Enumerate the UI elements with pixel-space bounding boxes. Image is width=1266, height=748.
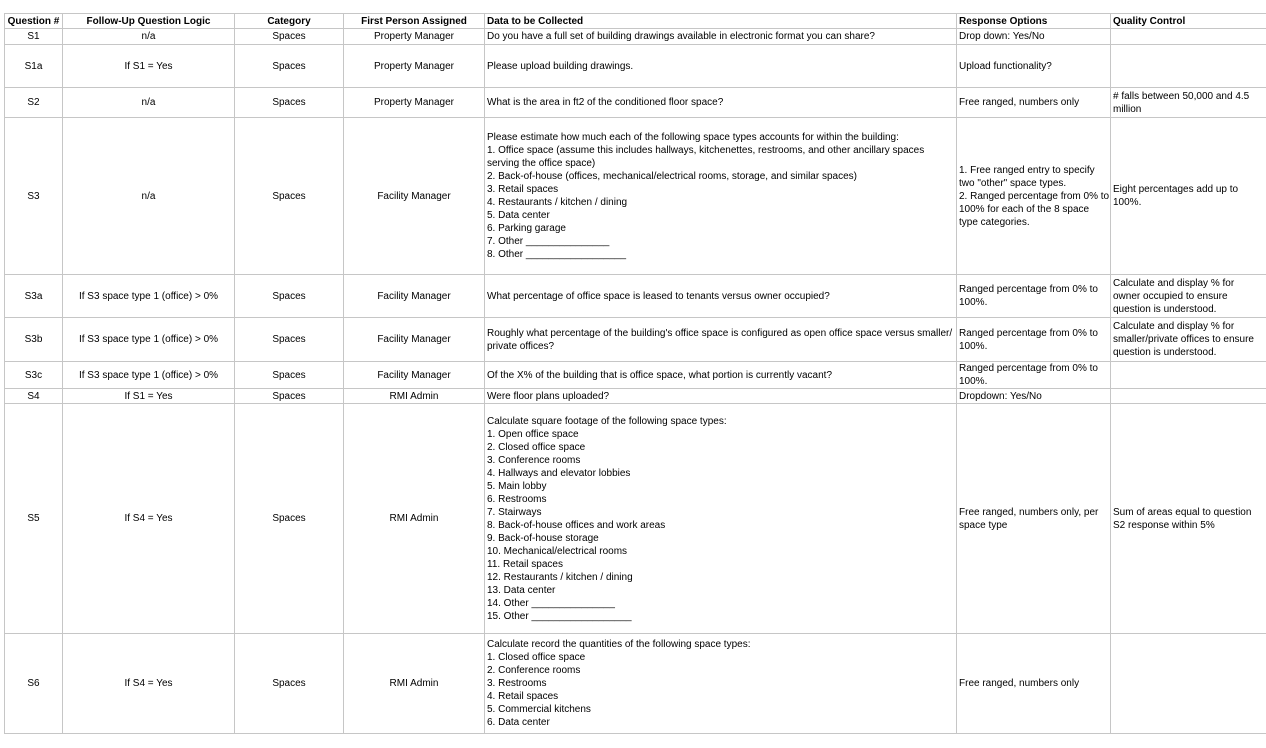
- response-options-cell-line: 100%.: [959, 297, 988, 308]
- quality-control-cell: [1111, 88, 1266, 118]
- person-assigned-cell: Facility Manager: [344, 318, 485, 362]
- data-collected-cell-line: 3. Conference rooms: [487, 454, 581, 466]
- table-row: [5, 404, 1266, 634]
- category-cell: Spaces: [235, 45, 344, 88]
- data-collected-cell-line: serving the office space): [487, 158, 596, 169]
- quality-control-cell: [1111, 45, 1266, 88]
- category-cell: Spaces: [235, 389, 344, 404]
- person-assigned-cell: RMI Admin: [344, 404, 485, 634]
- data-collected-cell-line: 15. Other __________________: [487, 610, 632, 622]
- quality-control-cell-line: Calculate and display % for: [1113, 277, 1235, 289]
- header-response: Response Options: [957, 14, 1111, 29]
- followup-logic-cell: If S3 space type 1 (office) > 0%: [63, 362, 235, 389]
- quality-control-cell-line: # falls between 50,000 and 4.5: [1113, 90, 1250, 102]
- category-cell: Spaces: [235, 118, 344, 275]
- question-number-cell: S5: [5, 404, 63, 634]
- person-assigned-cell: RMI Admin: [344, 389, 485, 404]
- category-cell: Spaces: [235, 88, 344, 118]
- data-collected-cell-line: What percentage of office space is leased to tenants versus owner occupied?: [487, 290, 830, 302]
- response-options-cell-line: two "other" space types.: [959, 177, 1067, 189]
- data-collected-cell-line: 4. Restaurants / kitchen / dining: [487, 197, 628, 208]
- followup-logic-cell: If S4 = Yes: [63, 634, 235, 734]
- question-number-cell: S1: [5, 29, 63, 45]
- response-options-cell-line: space type: [959, 519, 1008, 531]
- header-data: Data to be Collected: [485, 14, 957, 29]
- question-number-cell: S3c: [5, 362, 63, 389]
- person-assigned-cell: Property Manager: [344, 29, 485, 45]
- person-assigned-cell: Property Manager: [344, 45, 485, 88]
- data-collected-cell-line: 13. Data center: [487, 584, 556, 596]
- data-collected-cell-line: 5. Data center: [487, 210, 550, 221]
- table-row: [5, 634, 1266, 734]
- response-options-cell: [957, 29, 1111, 45]
- question-number-cell: S3b: [5, 318, 63, 362]
- response-options-cell-line: Free ranged, numbers only: [959, 678, 1080, 689]
- followup-logic-cell: n/a: [63, 88, 235, 118]
- response-options-cell-line: 100%.: [959, 376, 988, 387]
- person-assigned-cell: Facility Manager: [344, 118, 485, 275]
- data-collected-cell-line: 6. Restrooms: [487, 493, 547, 505]
- category-cell: Spaces: [235, 634, 344, 734]
- data-collected-cell-line: 1. Closed office space: [487, 652, 586, 663]
- data-collected-cell-line: Calculate square footage of the following space types:: [487, 415, 727, 427]
- followup-logic-cell: n/a: [63, 118, 235, 275]
- table-row: [5, 29, 1266, 45]
- question-number-cell: S3: [5, 118, 63, 275]
- table-row: [5, 362, 1266, 389]
- data-collected-cell-line: Please upload building drawings.: [487, 60, 634, 72]
- response-options-cell: [957, 389, 1111, 404]
- data-collected-cell-line: 9. Back-of-house storage: [487, 532, 599, 544]
- response-options-cell-line: Drop down: Yes/No: [959, 31, 1045, 42]
- quality-control-cell-line: smaller/private offices to ensure: [1113, 334, 1254, 345]
- response-options-cell-line: Dropdown: Yes/No: [959, 390, 1042, 402]
- data-collected-cell: [485, 362, 957, 389]
- quality-control-cell-line: owner occupied to ensure: [1113, 290, 1228, 302]
- quality-control-cell-line: question is understood.: [1113, 347, 1217, 358]
- header-followup: Follow-Up Question Logic: [63, 14, 235, 29]
- data-collected-cell-line: 12. Restaurants / kitchen / dining: [487, 571, 633, 583]
- person-assigned-cell: RMI Admin: [344, 634, 485, 734]
- data-collected-cell: [485, 118, 957, 275]
- table-row: [5, 275, 1266, 318]
- response-options-cell-line: Ranged percentage from 0% to: [959, 284, 1098, 295]
- response-options-cell-line: 1. Free ranged entry to specify: [959, 164, 1095, 176]
- data-collected-cell-line: 3. Retail spaces: [487, 184, 559, 195]
- question-number-cell: S4: [5, 389, 63, 404]
- response-options-cell-line: Free ranged, numbers only: [959, 97, 1080, 108]
- data-collected-cell-line: 11. Retail spaces: [487, 558, 563, 570]
- data-collected-cell-line: 1. Open office space: [487, 428, 579, 440]
- data-collected-cell-line: Do you have a full set of building drawings available in electronic format you can share?: [487, 31, 875, 42]
- response-options-cell-line: Ranged percentage from 0% to: [959, 327, 1098, 339]
- quality-control-cell-line: Calculate and display % for: [1113, 321, 1235, 332]
- data-collected-cell: [485, 88, 957, 118]
- quality-control-cell: [1111, 362, 1266, 389]
- followup-logic-cell: n/a: [63, 29, 235, 45]
- data-collected-cell-line: 3. Restrooms: [487, 678, 547, 689]
- data-collected-cell-line: Please estimate how much each of the following space types accounts for within the building:: [487, 132, 899, 143]
- category-cell: Spaces: [235, 362, 344, 389]
- category-cell: Spaces: [235, 404, 344, 634]
- data-collected-cell-line: 4. Hallways and elevator lobbies: [487, 467, 631, 479]
- response-options-cell-line: Ranged percentage from 0% to: [959, 363, 1098, 374]
- question-number-cell: S1a: [5, 45, 63, 88]
- data-collected-cell-line: 2. Closed office space: [487, 441, 586, 453]
- followup-logic-cell: If S3 space type 1 (office) > 0%: [63, 318, 235, 362]
- quality-control-cell: [1111, 275, 1266, 318]
- data-collected-cell-line: 1. Office space (assume this includes hallways, kitchenettes, restrooms, and other ancillary spaces: [487, 145, 925, 156]
- data-collected-cell-line: 8. Back-of-house offices and work areas: [487, 519, 666, 531]
- data-collected-cell-line: Roughly what percentage of the building's office space is configured as open office space versus smaller/: [487, 327, 953, 339]
- header-category: Category: [235, 14, 344, 29]
- questionnaire-table: [4, 13, 1266, 734]
- data-collected-cell: [485, 318, 957, 362]
- quality-control-cell: [1111, 118, 1266, 275]
- data-collected-cell-line: 6. Parking garage: [487, 223, 566, 234]
- response-options-cell: [957, 634, 1111, 734]
- followup-logic-cell: If S3 space type 1 (office) > 0%: [63, 275, 235, 318]
- header-person: First Person Assigned: [344, 14, 485, 29]
- header-question: Question #: [5, 14, 63, 29]
- table-row: [5, 88, 1266, 118]
- followup-logic-cell: If S4 = Yes: [63, 404, 235, 634]
- quality-control-cell: [1111, 389, 1266, 404]
- question-number-cell: S2: [5, 88, 63, 118]
- response-options-cell: [957, 45, 1111, 88]
- table-row: [5, 45, 1266, 88]
- data-collected-cell-line: Calculate record the quantities of the following space types:: [487, 639, 751, 650]
- response-options-cell: [957, 362, 1111, 389]
- question-number-cell: S3a: [5, 275, 63, 318]
- followup-logic-cell: If S1 = Yes: [63, 389, 235, 404]
- table-row: [5, 389, 1266, 404]
- category-cell: Spaces: [235, 318, 344, 362]
- data-collected-cell-line: 7. Other _______________: [487, 236, 610, 247]
- data-collected-cell-line: 2. Back-of-house (offices, mechanical/electrical rooms, storage, and similar spaces): [487, 171, 857, 182]
- data-collected-cell-line: private offices?: [487, 340, 555, 352]
- table-row: [5, 318, 1266, 362]
- data-collected-cell-line: 6. Data center: [487, 717, 550, 728]
- data-collected-cell-line: 8. Other __________________: [487, 249, 627, 260]
- data-collected-cell-line: 5. Main lobby: [487, 480, 547, 492]
- person-assigned-cell: Facility Manager: [344, 275, 485, 318]
- data-collected-cell: [485, 275, 957, 318]
- question-number-cell: S6: [5, 634, 63, 734]
- quality-control-cell-line: S2 response within 5%: [1113, 519, 1215, 531]
- quality-control-cell-line: million: [1113, 103, 1142, 115]
- response-options-cell-line: type categories.: [959, 216, 1030, 228]
- data-collected-cell: [485, 45, 957, 88]
- response-options-cell-line: 100%.: [959, 340, 988, 352]
- response-options-cell: [957, 118, 1111, 275]
- data-collected-cell-line: 7. Stairways: [487, 506, 542, 518]
- quality-control-cell-line: Eight percentages add up to: [1113, 184, 1239, 195]
- response-options-cell-line: 2. Ranged percentage from 0% to: [959, 190, 1110, 202]
- data-collected-cell-line: 14. Other _______________: [487, 597, 615, 609]
- category-cell: Spaces: [235, 275, 344, 318]
- person-assigned-cell: Property Manager: [344, 88, 485, 118]
- data-collected-cell: [485, 389, 957, 404]
- quality-control-cell-line: Sum of areas equal to question: [1113, 506, 1252, 518]
- response-options-cell: [957, 275, 1111, 318]
- data-collected-cell: [485, 634, 957, 734]
- data-collected-cell: [485, 29, 957, 45]
- header-qc: Quality Control: [1111, 14, 1266, 29]
- quality-control-cell: [1111, 29, 1266, 45]
- header-row: [5, 14, 1266, 29]
- response-options-cell-line: 100% for each of the 8 space: [959, 203, 1090, 215]
- response-options-cell: [957, 88, 1111, 118]
- quality-control-cell: [1111, 318, 1266, 362]
- response-options-cell-line: Upload functionality?: [959, 60, 1052, 72]
- category-cell: Spaces: [235, 29, 344, 45]
- table-row: [5, 118, 1266, 275]
- data-collected-cell: [485, 404, 957, 634]
- response-options-cell: [957, 318, 1111, 362]
- response-options-cell-line: Free ranged, numbers only, per: [959, 506, 1099, 518]
- data-collected-cell-line: 10. Mechanical/electrical rooms: [487, 545, 628, 557]
- data-collected-cell-line: 4. Retail spaces: [487, 691, 559, 702]
- person-assigned-cell: Facility Manager: [344, 362, 485, 389]
- quality-control-cell-line: question is understood.: [1113, 303, 1217, 315]
- data-collected-cell-line: 2. Conference rooms: [487, 665, 581, 676]
- quality-control-cell-line: 100%.: [1113, 197, 1142, 208]
- data-collected-cell-line: Of the X% of the building that is office space, what portion is currently vacant?: [487, 369, 833, 381]
- response-options-cell: [957, 404, 1111, 634]
- data-collected-cell-line: Were floor plans uploaded?: [487, 390, 610, 402]
- quality-control-cell: [1111, 404, 1266, 634]
- quality-control-cell: [1111, 634, 1266, 734]
- followup-logic-cell: If S1 = Yes: [63, 45, 235, 88]
- data-collected-cell-line: What is the area in ft2 of the conditioned floor space?: [487, 97, 724, 108]
- data-collected-cell-line: 5. Commercial kitchens: [487, 704, 591, 715]
